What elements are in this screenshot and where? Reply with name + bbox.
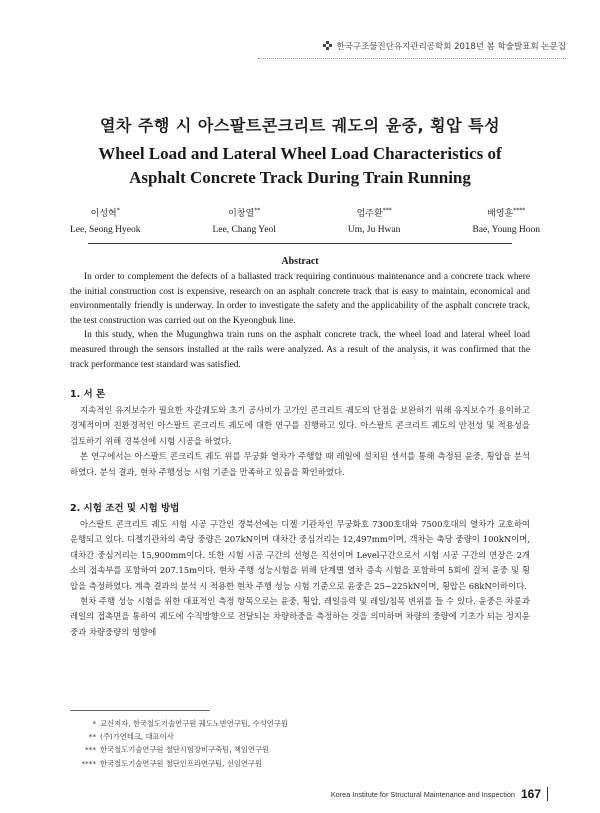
footnote-divider (70, 710, 210, 711)
author-3-ko: 엄주환 (356, 209, 383, 219)
footnote-2 (70, 730, 288, 743)
header-divider (258, 58, 566, 59)
title-korean: 열차 주행 시 아스팔트콘크리트 궤도의 윤중, 횡압 특성 (99, 116, 501, 135)
footnote-2-mark: ** (88, 732, 96, 742)
author-2-ko: 이창열 (228, 209, 255, 219)
journal-header (323, 40, 566, 52)
title-english (0, 142, 600, 190)
section-2-body (70, 517, 530, 640)
footnote-3 (70, 743, 288, 756)
author-divider (88, 243, 512, 244)
author-1-ko: 이성혁 (90, 209, 117, 219)
footnote-4-mark: **** (81, 758, 96, 768)
author-3-mark: *** (382, 207, 392, 214)
journal-name: 한국구조물진단유지관리공학회 2018년 봄 학술발표회 논문집 (336, 42, 566, 52)
footnote-3-text: 한국철도기술연구원 철단시험장비구축팀, 책임연구원 (100, 745, 270, 755)
title-english-line2: Asphalt Concrete Track During Train Running (129, 168, 471, 187)
author-3-en: Um, Ju Hwan (347, 225, 401, 235)
author-1-en: Lee, Seong Hyeok (70, 225, 141, 235)
section-2-paragraph-2: 현차 주행 성능 시험을 위한 대표적인 측정 항목으로는 윤중, 횡압, 레일응력 및 레일/침목 변위를 들 수 있다. 윤중은 차륜과 레일의 접촉면을 통하여 궤도에 수직방향으로 전달되는 차량하중을 측정하는 것을 의미하며 차량의 중량에 기초가 되는 정지윤중과 차량중량의 영향에 (70, 596, 530, 637)
title-english-line1: Wheel Load and Lateral Wheel Load Characteristics of (98, 144, 502, 163)
author-1 (70, 206, 140, 235)
section-1-body (70, 403, 530, 480)
author-4-ko: 배영훈 (487, 209, 514, 219)
section-2-heading: 2. 시험 조건 및 시험 방법 (70, 503, 180, 514)
author-3 (348, 206, 401, 235)
section-1-paragraph-2: 본 연구에서는 아스팔트 콘크리트 궤도 위를 무궁화 열차가 주행할 때 레일에 설치된 센서를 통해 측정된 윤중, 횡압을 분석하였다. 분석 결과, 현차 주행성능 시험 기준을 만족하고 있음을 확인하였다. (70, 451, 530, 477)
footnote-2-text: (주)가연테크, 대표이사 (100, 732, 174, 742)
author-2-en: Lee, Chang Yeol (212, 225, 276, 235)
author-1-mark: * (116, 207, 120, 214)
author-4 (472, 206, 540, 235)
abstract-paragraph-2: In this study, when the Mugunghwa train runs on the asphalt concrete track, the wheel load and lateral wheel load measured through the sensors installed at the rails were analyzed. As a result of the analysis, it was confirmed that the track performance test standard was satisfied. (70, 330, 530, 370)
journal-logo-icon (323, 41, 333, 51)
author-2-mark: ** (254, 207, 261, 214)
author-2 (213, 206, 276, 235)
footer-institute: Korea Institute for Structural Maintenance and Inspection (330, 789, 515, 799)
section-1-heading: 1. 서 론 (70, 389, 106, 400)
footer-divider (547, 787, 548, 801)
abstract-body (70, 270, 530, 372)
author-4-en: Bae, Young Hoon (472, 225, 540, 235)
section-1-paragraph-1: 지속적인 유지보수가 필요한 자갈궤도와 초기 공사비가 고가인 콘크리트 궤도의 단점을 보완하기 위해 유지보수가 용이하고 경제적이며 친환경적인 아스팔트 콘크리트 궤도에 대한 연구를 진행하고 있다. 아스팔트 콘크리트 궤도의 안전성 및 적용성을 검토하기 위해 경북선에 시험 시공을 하였다. (70, 405, 530, 446)
footnote-1 (70, 717, 288, 730)
footnote-list (70, 717, 288, 770)
section-2-paragraph-1: 아스팔트 콘크리트 궤도 시험 시공 구간인 경북선에는 디젤 기관차인 무궁화호 7300호대와 7500호대의 열차가 교호하여 운행되고 있다. 디젤기관차의 축당 중량은 207kN이며 대차간 중심거리는 12,497mm이며, 객차는 축당 중량이 100kN이며, 대차간 중심거리는 15,900mm이다. 또한 시험 시공 구간의 선형은 직선이며 Level구간으로서 시험 시공 구간의 연장은 2개소의 접속부를 포함하여 207.15m이다. 현차 주행 성능시험을 위해 단계별 열차 증속 시험을 포함하여 5회에 걸쳐 윤중 및 횡압을 측정하였다. 계측 결과의 분석 시 적용한 현차 주행 성능 시험 기준으로 윤중은 25~225kN이며, 횡압은 68kN이하이다. (70, 519, 530, 591)
author-list (70, 206, 540, 235)
page-number: 167 (520, 787, 541, 801)
footnote-1-mark: * (92, 719, 96, 728)
footnote-4 (70, 757, 288, 770)
footnote-1-text: 교신저자, 한국철도기술연구원 궤도노반연구팀, 수석연구원 (100, 719, 288, 728)
abstract-paragraph-1: In order to complement the defects of a ballasted track requiring continuous maintenance and a concrete track where the initial construction cost is expensive, research on an asphalt concrete track that is easy to maintain, economical and environmentally friendly is underway. In order to investigate the safety and the applicability of the asphalt concrete track, the test construction was carried out on the Kyeongbuk line. (70, 272, 530, 326)
page-footer (331, 787, 548, 801)
footnote-3-mark: *** (85, 745, 96, 755)
author-4-mark: **** (513, 207, 526, 214)
abstract-heading: Abstract (281, 256, 319, 267)
footnote-4-text: 한국철도기술연구원 철단인프라연구팀, 선임연구원 (100, 758, 263, 768)
